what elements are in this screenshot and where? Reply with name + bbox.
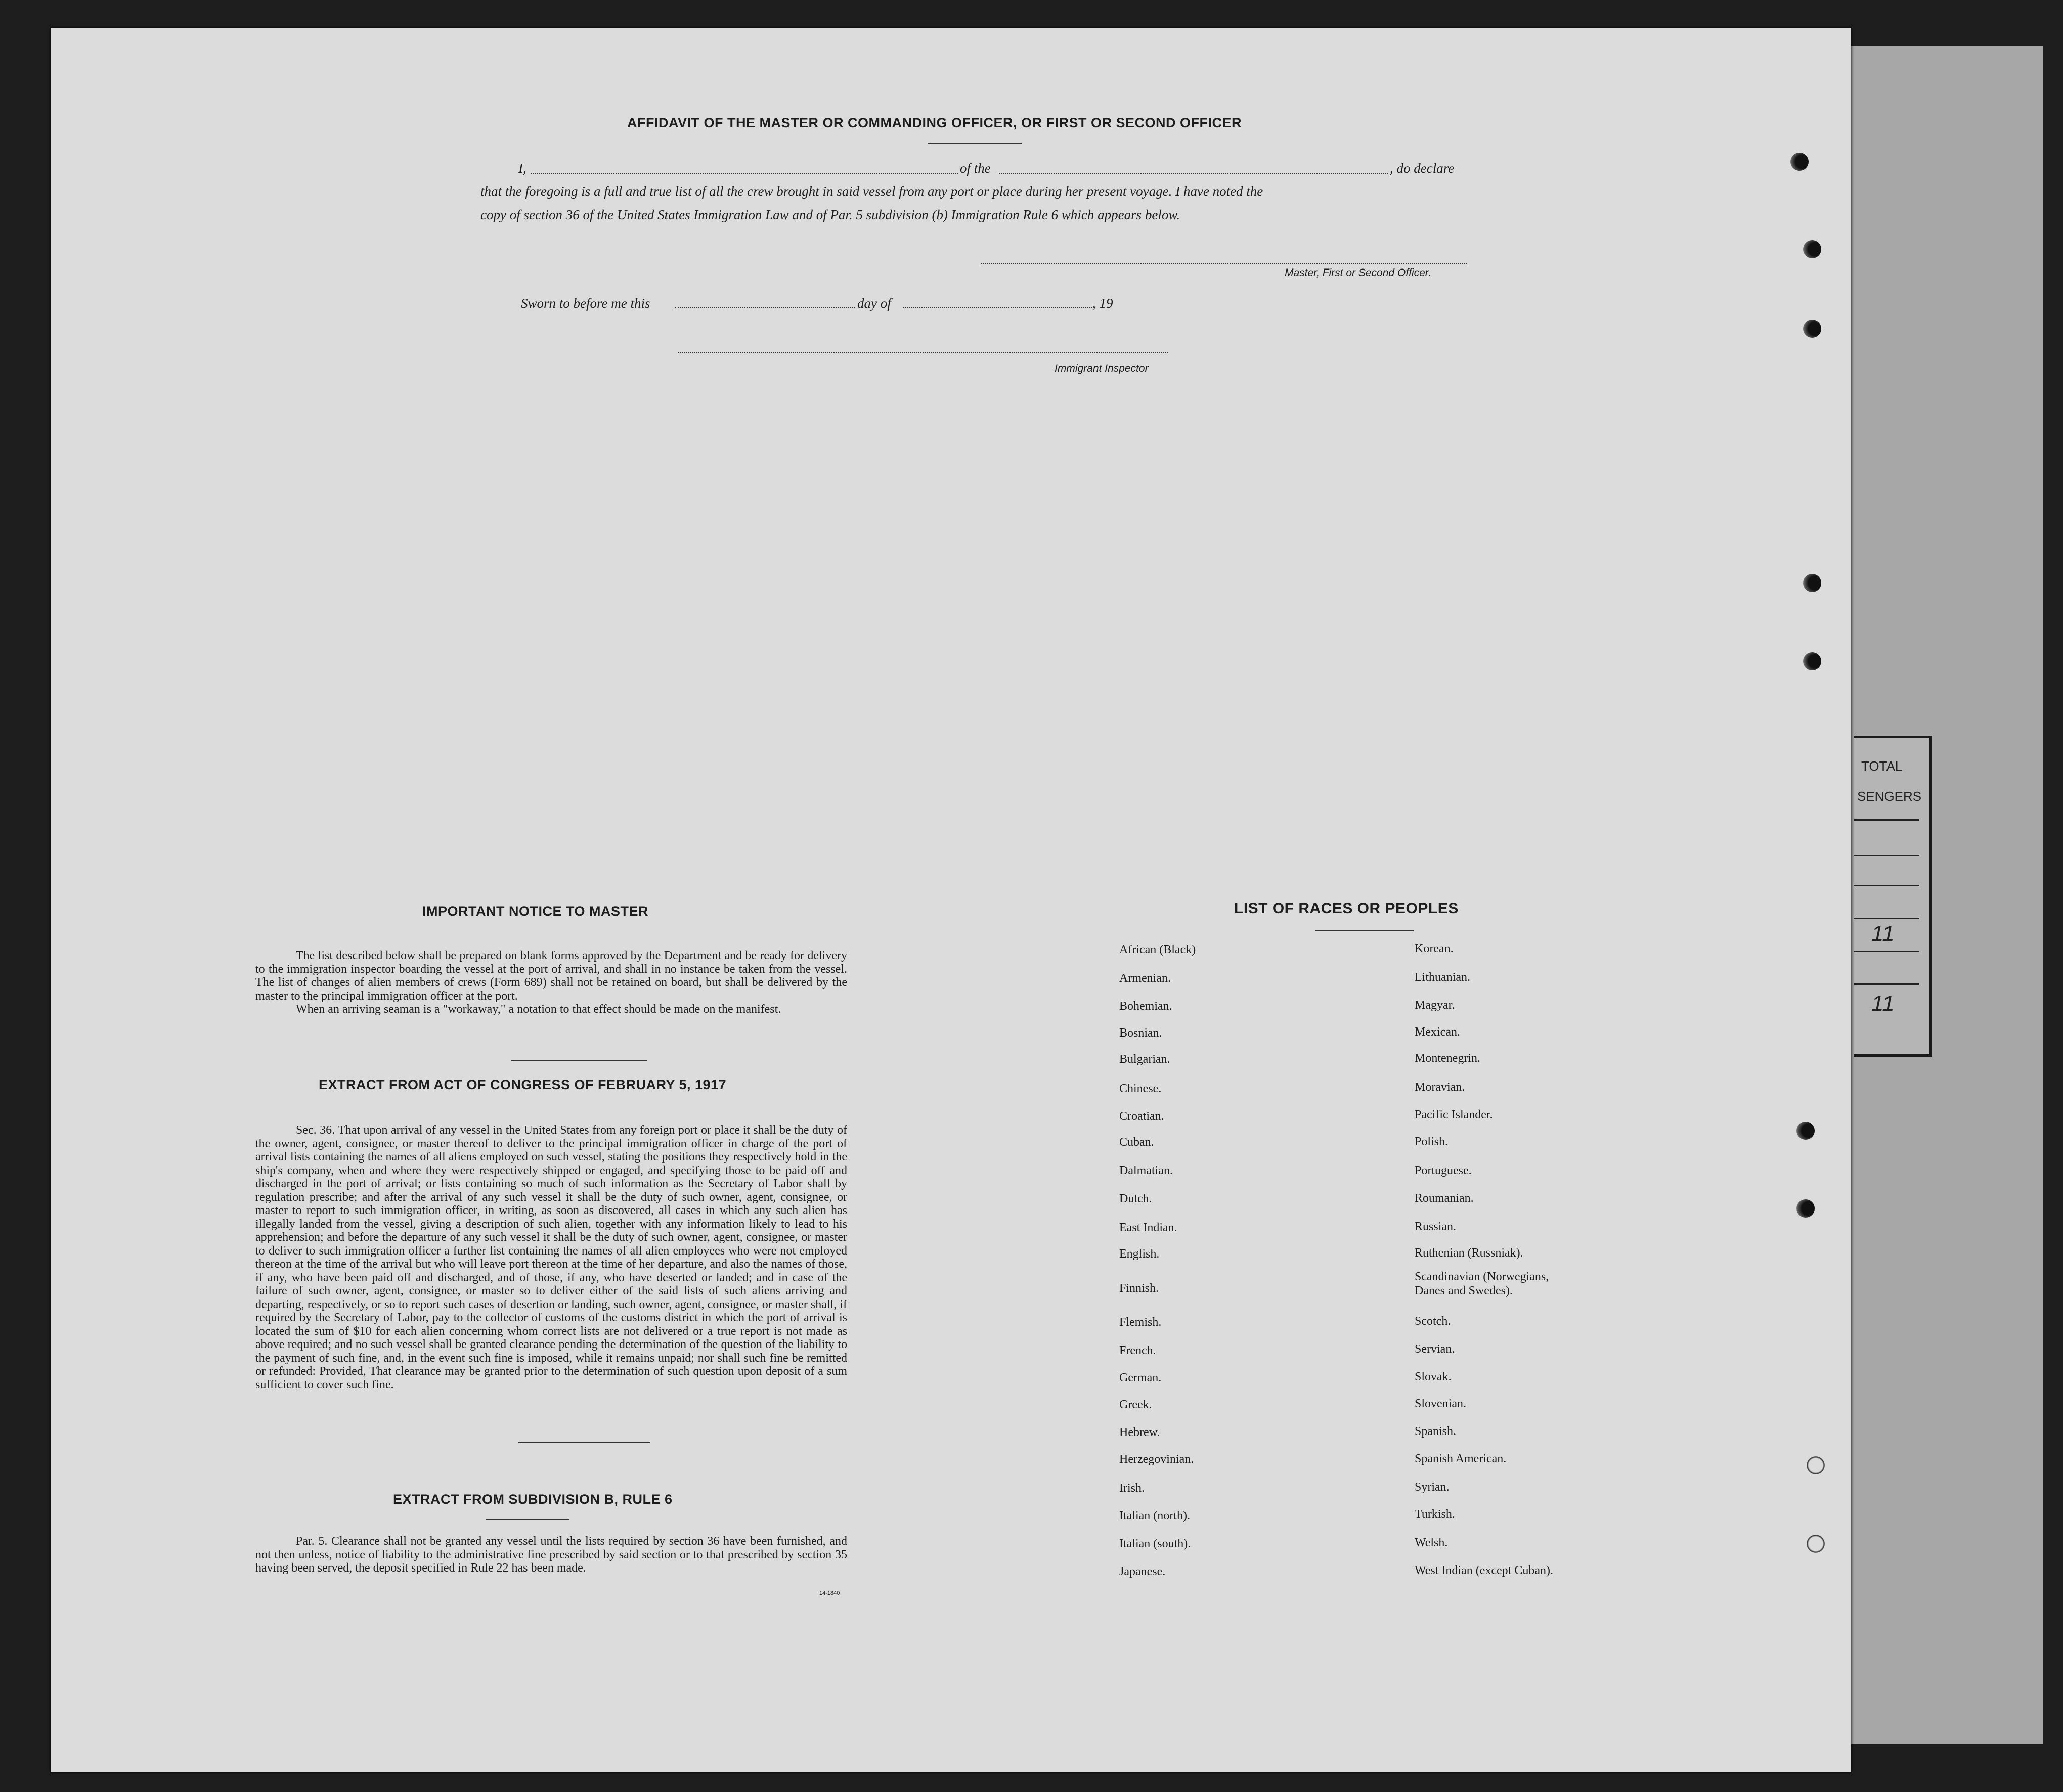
- binder-hole: [1807, 1456, 1825, 1474]
- race-item: Cuban.: [1119, 1136, 1154, 1149]
- extract-1-title: EXTRACT FROM ACT OF CONGRESS OF FEBRUARY 5, 1917: [319, 1077, 727, 1092]
- of-the-label: of the: [960, 161, 991, 176]
- race-item: Montenegrin.: [1415, 1052, 1480, 1065]
- race-item: Italian (north).: [1119, 1509, 1190, 1522]
- divider: [518, 1442, 650, 1443]
- binder-hole: [1796, 1199, 1815, 1218]
- extract-1-text: Sec. 36. That upon arrival of any vessel in the United States from any foreign port or place it shall be the duty of the owner, agent, consignee, or master thereof to deliver to the principal immigration officer in charge of the port of arrival lists containing the names of all aliens employed on such vessel, stating the positions they respectively hold in the ship's company, when and where they were respectively shipped or engaged, and specifying those to be paid off and discharged in the port of arrival; or lists containing so much of such information as the Secretary of Labor shall by regulation prescribe; and after the arrival of any such vessel it shall be the duty of such owner, agent, consignee, or master to report to such immigration officer, in writing, as soon as discovered, all cases in which any such alien has illegally landed from the vessel, giving a description of such alien, together with any information likely to lead to his apprehension; and before the departure of any such vessel it shall be the duty of such owner, agent, consignee, or master to deliver to such immigration officer a further list containing the names of all alien employees who were not employed thereon at the time of the arrival but who will leave port thereon at the time of her departure, and also the names of those, if any, who have been paid off and discharged, and of those, if any, who have deserted or landed; and in case of the failure of such owner, agent, consignee, or master so to deliver either of the said lists of such aliens arriving and departing, respectively, or so to report such cases of desertion or landing, such owner, agent, consignee, or master shall, if required by the Secretary of Labor, pay to the collector of customs of the customs district in which the port of arrival is located the sum of $10 for each alien concerning whom correct lists are not delivered or a true report is not made as above required; and no such vessel shall be granted clearance pending the determination of the question of the liability to the payment of such fine, and, in the event such fine is imposed, while it remains unpaid; nor shall such fine be remitted or refunded: Provided, That clearance may be granted prior to the determination of such question upon deposit of a sum sufficient to cover such fine.: [255, 1124, 847, 1392]
- binder-hole: [1796, 1122, 1815, 1140]
- year-label: , 19: [1092, 296, 1113, 311]
- binder-hole: [1803, 240, 1821, 258]
- race-item: Finnish.: [1119, 1282, 1159, 1295]
- binder-hole: [1803, 652, 1821, 670]
- race-item: Moravian.: [1415, 1081, 1465, 1094]
- vessel-blank: [999, 173, 1388, 174]
- race-item: Spanish American.: [1415, 1452, 1507, 1465]
- inspector-signature-blank: [678, 352, 1168, 353]
- binder-hole: [1803, 574, 1821, 592]
- race-item: Scotch.: [1415, 1315, 1451, 1328]
- race-item: French.: [1119, 1344, 1156, 1357]
- race-item: Spanish.: [1415, 1425, 1457, 1438]
- race-item: German.: [1119, 1371, 1162, 1384]
- race-item: Slovak.: [1415, 1370, 1452, 1383]
- race-item: Bohemian.: [1119, 1000, 1172, 1013]
- race-item: Dalmatian.: [1119, 1164, 1173, 1177]
- race-item: Herzegovinian.: [1119, 1453, 1194, 1466]
- master-signature-label: Master, First or Second Officer.: [1285, 267, 1431, 279]
- race-item: Danes and Swedes).: [1415, 1284, 1513, 1297]
- binder-hole: [1790, 153, 1809, 171]
- race-item: Greek.: [1119, 1398, 1152, 1411]
- binder-hole: [1803, 320, 1821, 338]
- stub-header-total: TOTAL: [1861, 758, 1903, 774]
- notice-title: IMPORTANT NOTICE TO MASTER: [422, 904, 648, 919]
- stub-rule: [1854, 951, 1919, 952]
- race-item: Irish.: [1119, 1482, 1145, 1495]
- binder-hole: [1807, 1535, 1825, 1553]
- races-title: LIST OF RACES OR PEOPLES: [1234, 900, 1459, 917]
- race-item: Bosnian.: [1119, 1026, 1162, 1040]
- race-item: Turkish.: [1415, 1508, 1455, 1521]
- extract-2-title: EXTRACT FROM SUBDIVISION B, RULE 6: [393, 1492, 673, 1507]
- month-blank: [903, 307, 1092, 308]
- race-item: Slovenian.: [1415, 1397, 1466, 1410]
- stub-rule: [1854, 855, 1919, 856]
- race-item: Pacific Islander.: [1415, 1108, 1493, 1122]
- affidavit-line-2: that the foregoing is a full and true list of all the crew brought in said vessel from any port or place during her present voyage. I have noted the: [480, 184, 1263, 199]
- race-item: West Indian (except Cuban).: [1415, 1564, 1553, 1577]
- sworn-day-blank: [675, 307, 855, 308]
- notice-paragraph-1: The list described below shall be prepared on blank forms approved by the Department and be ready for delivery to the immigration inspector boarding the vessel at the port of arrival, and shall in no instance be taken from the vessel. The list of changes of alien members of crews (Form 689) shall not be retained on board, but shall be delivered by the master to the principal immigration officer at the port.: [255, 949, 847, 1003]
- race-item: Korean.: [1415, 942, 1454, 955]
- race-item: Magyar.: [1415, 999, 1455, 1012]
- race-item: Portuguese.: [1415, 1164, 1472, 1177]
- race-item: English.: [1119, 1247, 1160, 1261]
- race-item: Chinese.: [1119, 1082, 1162, 1095]
- race-item: Lithuanian.: [1415, 971, 1470, 984]
- day-of-label: day of: [857, 296, 891, 311]
- affidavit-i-label: I,: [518, 161, 526, 176]
- handwritten-mark: 11: [1871, 921, 1895, 946]
- form-number: 14-1840: [819, 1590, 840, 1596]
- inspector-label: Immigrant Inspector: [1055, 363, 1149, 374]
- race-item: Russian.: [1415, 1220, 1457, 1233]
- form-page: [51, 28, 1851, 1772]
- sworn-label: Sworn to before me this: [521, 296, 650, 311]
- race-item: Syrian.: [1415, 1481, 1450, 1494]
- notice-paragraph-2: When an arriving seaman is a "workaway," a notation to that effect should be made on the manifest.: [296, 1003, 781, 1016]
- race-item: Bulgarian.: [1119, 1053, 1170, 1066]
- race-item: Italian (south).: [1119, 1537, 1191, 1550]
- stub-rule: [1854, 918, 1919, 919]
- race-item: Dutch.: [1119, 1192, 1152, 1205]
- stub-rule: [1854, 885, 1919, 886]
- race-item: Armenian.: [1119, 972, 1171, 985]
- master-signature-blank: [981, 263, 1467, 264]
- stub-rule: [1854, 983, 1919, 985]
- race-item: African (Black): [1119, 943, 1196, 956]
- do-declare-label: , do declare: [1390, 161, 1455, 176]
- race-item: Polish.: [1415, 1135, 1449, 1148]
- race-item: Servian.: [1415, 1342, 1455, 1356]
- divider: [1315, 930, 1414, 931]
- affidavit-line-3: copy of section 36 of the United States Immigration Law and of Par. 5 subdivision (b) Immigration Rule 6 which appears below.: [480, 207, 1180, 222]
- extract-2-text: Par. 5. Clearance shall not be granted any vessel until the lists required by section 36 have been furnished, and not then unless, notice of liability to the administrative fine prescribed by said section or to that prescribed by section 35 having been served, the deposit specified in Rule 22 has been made.: [255, 1535, 847, 1575]
- race-item: Japanese.: [1119, 1565, 1166, 1578]
- handwritten-mark: 11: [1871, 991, 1895, 1016]
- race-item: Scandinavian (Norwegians,: [1415, 1270, 1549, 1283]
- race-item: Hebrew.: [1119, 1426, 1160, 1439]
- affidavit-title: AFFIDAVIT OF THE MASTER OR COMMANDING OFFICER, OR FIRST OR SECOND OFFICER: [627, 115, 1242, 130]
- divider: [486, 1519, 569, 1520]
- stub-header-passengers: SENGERS: [1857, 789, 1922, 804]
- race-item: Welsh.: [1415, 1536, 1448, 1549]
- divider: [928, 143, 1022, 144]
- race-item: Ruthenian (Russniak).: [1415, 1246, 1523, 1260]
- race-item: East Indian.: [1119, 1221, 1177, 1234]
- race-item: Mexican.: [1415, 1025, 1460, 1039]
- race-item: Roumanian.: [1415, 1192, 1474, 1205]
- divider: [511, 1060, 647, 1061]
- race-item: Flemish.: [1119, 1316, 1162, 1329]
- name-blank: [531, 173, 958, 174]
- stub-rule: [1854, 819, 1919, 821]
- race-item: Croatian.: [1119, 1110, 1164, 1123]
